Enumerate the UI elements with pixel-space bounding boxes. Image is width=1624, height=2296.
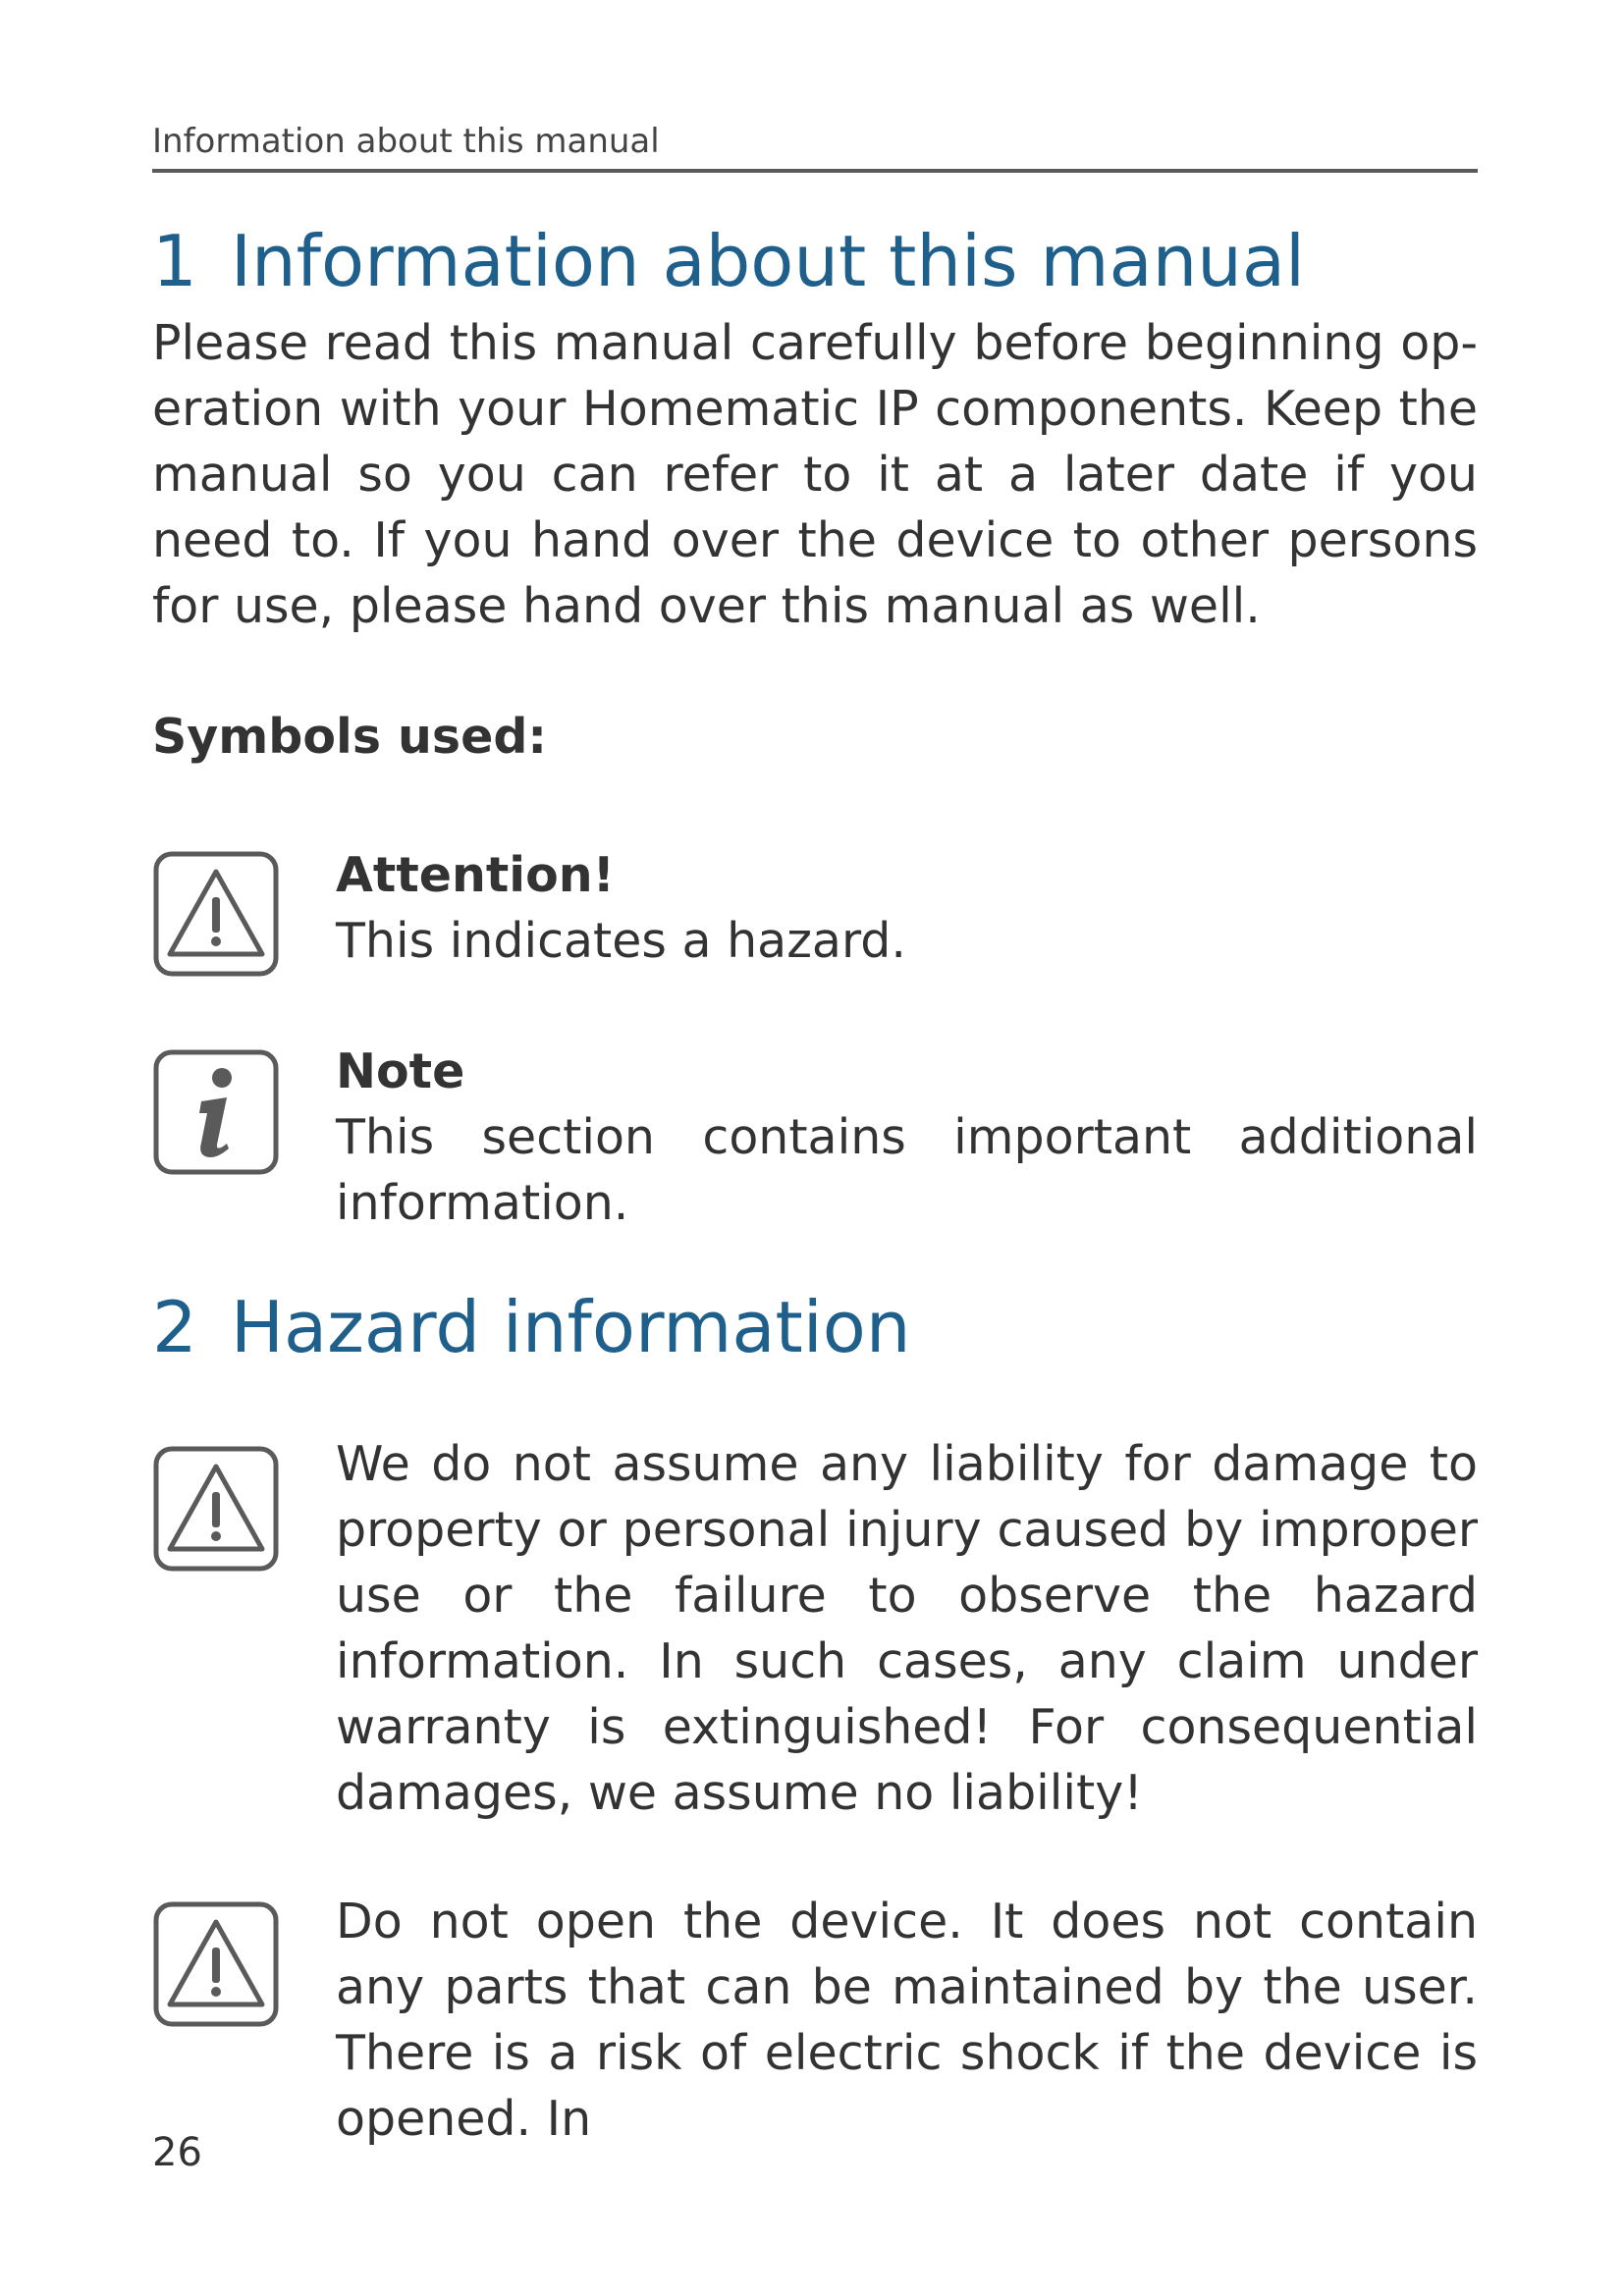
section-title: Information about this manual — [230, 220, 1306, 302]
warning-triangle-icon — [152, 1900, 280, 2028]
hazard-item — [336, 1431, 1478, 1826]
section-1-heading — [152, 220, 1305, 302]
running-header: Information about this manual — [152, 122, 660, 161]
section-2-heading — [152, 1286, 910, 1368]
warning-triangle-icon — [152, 1445, 280, 1573]
info-icon — [152, 1048, 280, 1176]
warning-triangle-icon — [152, 850, 280, 978]
intro-paragraph: Please read this manual carefully before beginning operation with your Homematic IP components. Keep the manual so you can refer to it at a later date if you need to. If you hand over the device to other persons for use, please hand over this manual as well. — [152, 315, 1478, 634]
hazard-item — [336, 1889, 1478, 2152]
hazard-text: Do not open the device. It does not contain any parts that can be maintained by the user. There is a risk of electric shock if the device is opened. In — [336, 1894, 1478, 2147]
header-rule — [152, 169, 1478, 173]
symbol-title: Note — [336, 1043, 465, 1099]
section-number: 1 — [152, 220, 197, 302]
hazard-text: We do not assume any liability for damage to property or personal injury caused by improper use or the failure to observe the hazard information. In such cases, any claim under warranty is extinguished! For consequential damages, we assume no liability! — [336, 1436, 1478, 1821]
symbol-description: This section contains important additional information. — [336, 1109, 1478, 1231]
page-number: 26 — [152, 2130, 202, 2175]
symbol-title: Attention! — [336, 847, 615, 903]
section-title: Hazard information — [230, 1286, 911, 1368]
symbol-attention — [336, 842, 1478, 974]
section-number: 2 — [152, 1286, 197, 1368]
symbol-description: This indicates a hazard. — [336, 913, 906, 969]
symbols-heading: Symbols used: — [152, 709, 548, 765]
symbol-note — [336, 1039, 1478, 1236]
